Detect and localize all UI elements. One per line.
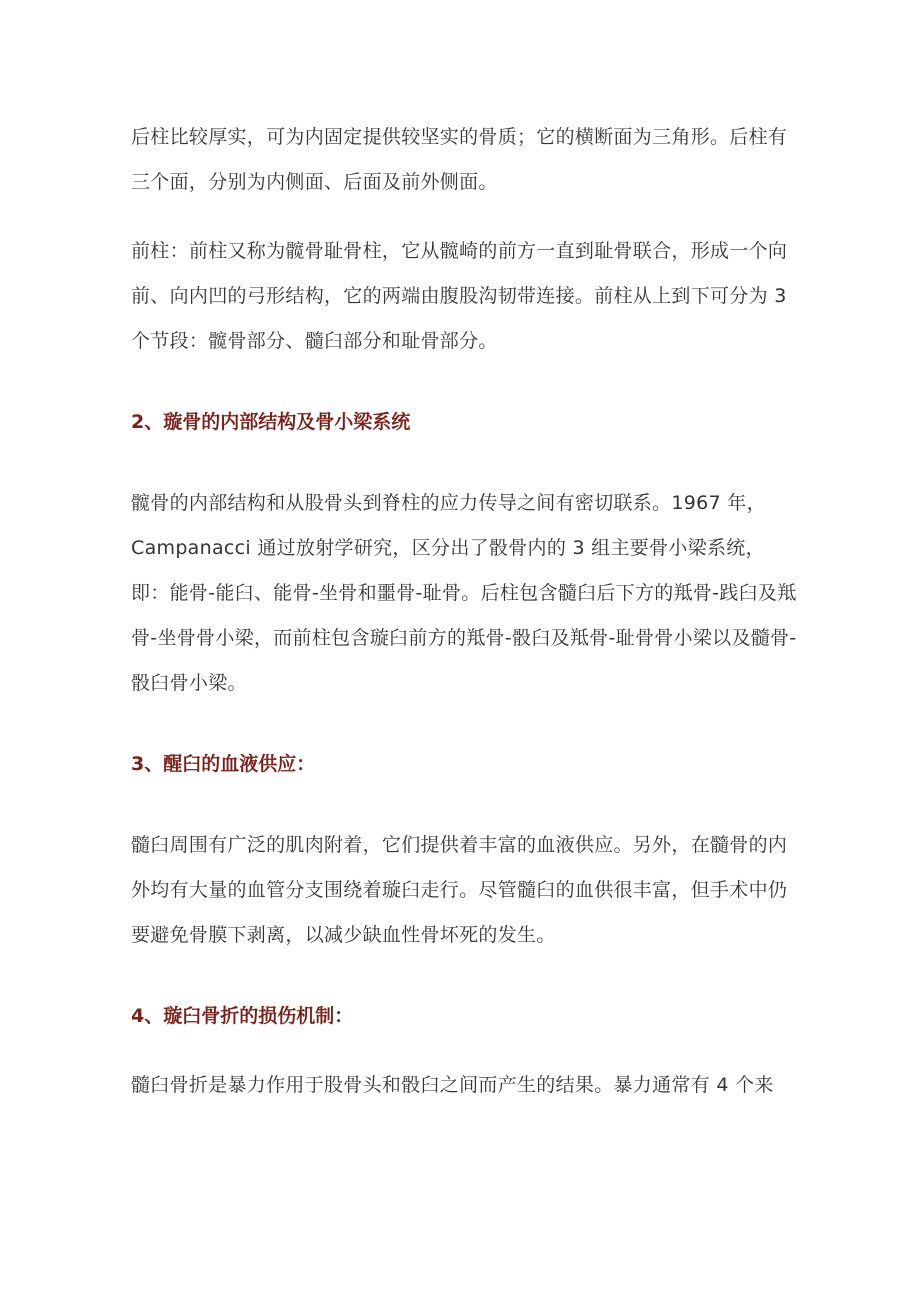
paragraph-posterior-column: 后柱比较厚实，可为内固定提供较坚实的骨质；它的横断面为三角形。后柱有三个面，分别为内侧面、后面及前外侧面。 — [131, 126, 788, 193]
paragraph-trabecular-systems: 髋骨的内部结构和从股骨头到脊柱的应力传导之间有密切联系。1967 年，Campanacci 通过放射学研究，区分出了骰骨内的 3 组主要骨小梁系统，即：能骨-能臼、能骨-坐骨和噩骨-耻骨。后柱包含髓臼后下方的羝骨-践臼及羝骨-坐骨骨小梁，而前柱包含璇臼前方的羝骨-骰臼及羝骨-耻骨骨小梁以及髓骨-骰臼骨小梁。 — [131, 492, 797, 694]
paragraph-anterior-column: 前柱：前柱又称为髋骨耻骨柱，它从髋崎的前方一直到耻骨联合，形成一个向前、向内凹的弓形结构，它的两端由腹股沟韧带连接。前柱从上到下可分为 3 个节段：髋骨部分、髓臼部分和耻骨部分。 — [131, 240, 788, 352]
heading-injury-mechanism: 4、璇臼骨折的损伤机制： — [131, 1005, 354, 1027]
paragraph-injury-mechanism: 髓臼骨折是暴力作用于股骨头和骰臼之间而产生的结果。暴力通常有 4 个来 — [131, 1074, 774, 1096]
paragraph-blood-supply: 髓臼周围有广泛的肌肉附着，它们提供着丰富的血液供应。另外，在髓骨的内外均有大量的血管分支围绕着璇臼走行。尽管髓臼的血供很丰富，但手术中仍要避免骨膜下剥离，以减少缺血性骨坏死的发生。 — [131, 834, 788, 946]
document-body — [131, 115, 797, 1132]
heading-internal-structure: 2、璇骨的内部结构及骨小梁系统 — [131, 411, 411, 433]
heading-blood-supply: 3、醒臼的血液供应： — [131, 753, 316, 775]
